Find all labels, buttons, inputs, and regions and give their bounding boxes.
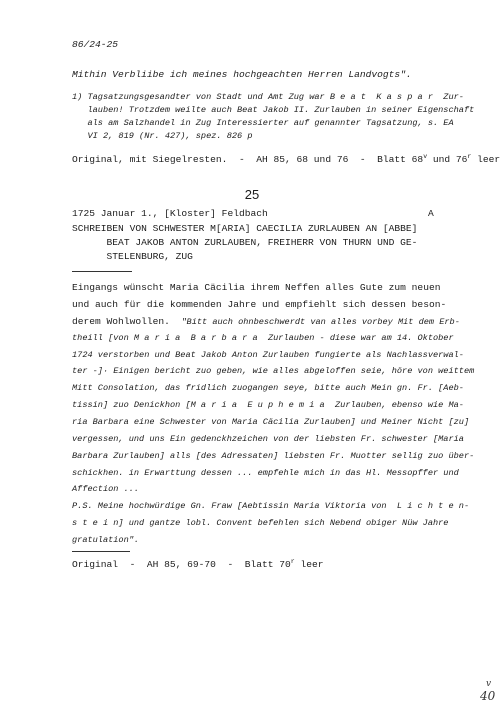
quote-line: theill [von M a r i a B a r b a r a Zurlauben - diese war am 14. Oktober	[72, 333, 454, 343]
source-note: Original - AH 85, 69-70 - Blatt 70$^r$ leer	[72, 558, 324, 570]
page-reference: 86/24-25	[72, 39, 119, 50]
summary-line: derem Wohlwollen. "Bitt auch ohnbeschwerdt van alles vorbey Mit dem Erb-	[72, 316, 460, 327]
postscript-line: gratulation".	[72, 535, 140, 545]
quote-line: Barbara Zurlauben] alls [des Adressaten] liebsten Fr. Muotter sellig zuo über-	[72, 451, 475, 461]
quote-line: 1724 verstorben und Beat Jakob Anton Zurlauben fungierte als Nachlassverwal-	[72, 350, 464, 360]
previous-letter-closing: Mithin Verbliibe ich meines hochgeachten Herren Landvogts".	[72, 69, 412, 80]
letter-heading-line: SCHREIBEN VON SCHWESTER M[ARIA] CAECILIA ZURLAUBEN AN [ABBE]	[72, 223, 418, 234]
letter-mark: A	[428, 208, 434, 219]
source-note: Original, mit Siegelresten. - AH 85, 68 und 76 - Blatt 68$^v$ und 76$^r$ leer	[72, 153, 501, 165]
letter-heading-line: BEAT JAKOB ANTON ZURLAUBEN, FREIHERR VON THURN UND GE-	[72, 237, 418, 248]
postscript-line: s t e i n] und gantze lobl. Convent befehlen sich Nebend obiger Nüw Jahre	[72, 518, 449, 528]
summary-line: und auch für die kommenden Jahre und empfiehlt sich dessen beson-	[72, 299, 447, 310]
postscript-line: P.S. Meine hochwürdige Gn. Fraw [Aebtissin Maria Viktoria von L i c h t e n-	[72, 501, 470, 511]
summary-line: Eingangs wünscht Maria Cäcilia ihrem Neffen alles Gute zum neuen	[72, 282, 441, 293]
divider	[72, 551, 130, 552]
footnote-line: lauben! Trotzdem weilte auch Beat Jakob II. Zurlauben in seiner Eigenschaft	[72, 105, 475, 115]
footnote-line: 1) Tagsatzungsgesandter von Stadt und Amt Zug war B e a t K a s p a r Zur-	[72, 92, 464, 102]
quote-line: ter -]· Einigen bericht zuo geben, wie alles abgeloffen seie, höre von weittem	[72, 366, 475, 376]
letter-heading-line: STELENBURG, ZUG	[72, 251, 193, 262]
handwritten-page-number: 40	[480, 689, 496, 703]
document-number: 25	[244, 187, 260, 202]
footnote-line: VI 2, 819 (Nr. 427), spez. 826 p	[72, 131, 253, 141]
date-place: 1725 Januar 1., [Kloster] Feldbach	[72, 208, 268, 219]
divider	[72, 271, 132, 272]
quote-line: Mitt Consolation, das fridlich zuogangen seye, bitte auch Mein gn. Fr. [Aeb-	[72, 383, 464, 393]
quote-line: tissin] zuo Denickhon [M a r i a E u p h e m i a Zurlauben, ebenso wie Ma-	[72, 400, 464, 410]
quote-line: Affection ...	[72, 484, 140, 494]
quote-line: vergessen, und uns Ein gedenckhzeichen von der liebsten Fr. schwester [Maria	[72, 434, 464, 444]
handwritten-tick: v	[486, 679, 492, 689]
footnote-line: als am Salzhandel in Zug Interessierter auf genannter Tagsatzung, s. EA	[72, 118, 454, 128]
quote-line: schickhen. in Erwarttung dessen ... empfehle mich in das Hl. Messopffer und	[72, 468, 459, 478]
quote-line: ria Barbara eine Schwester von Maria Cäcilia Zurlauben] und Meiner Nicht [zu]	[72, 417, 470, 427]
